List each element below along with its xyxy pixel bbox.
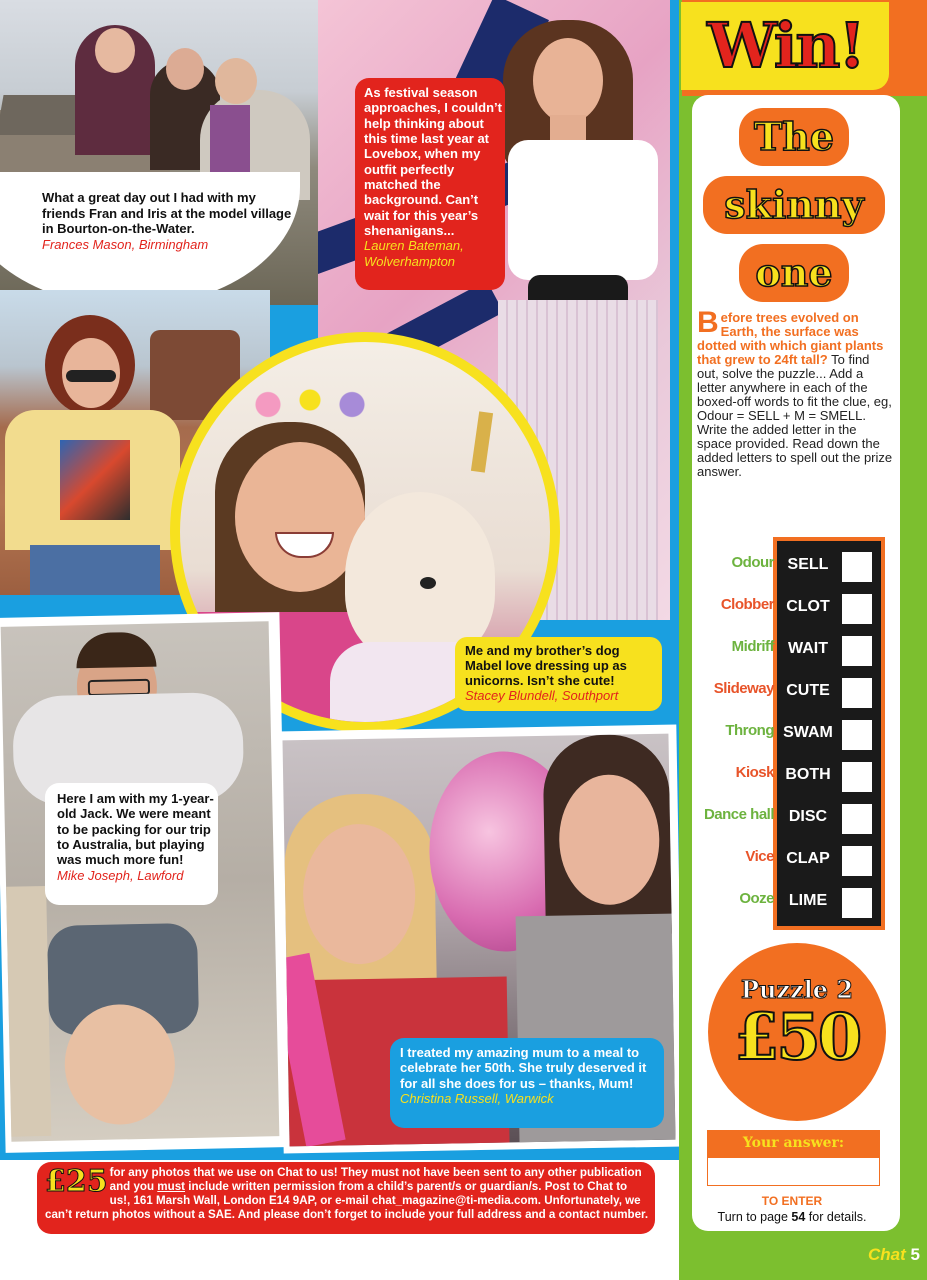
win-heading: Win! [707, 9, 864, 82]
clue-word: DISC [788, 808, 828, 825]
girl-face [533, 38, 603, 123]
intro-drop-cap: B [697, 306, 719, 339]
sofa [6, 886, 51, 1137]
headband-flowers [240, 382, 380, 427]
letter-answer-box[interactable] [842, 678, 872, 708]
letter-answer-box[interactable] [842, 636, 872, 666]
caption-frances [42, 190, 297, 252]
caption-christina-text: I treated my amazing mum to a meal to celebrate her 50th. She truly deserved it for all she does for us – thanks, Mum! [400, 1045, 647, 1091]
clue-label: Throng [725, 722, 774, 739]
clue-row [692, 756, 892, 794]
dog-nose [420, 577, 436, 589]
clue-word: LIME [788, 892, 828, 909]
intro-bold: efore trees evolved on Earth, the surface was dotted with which giant plants that grew to 24ft tall? [697, 310, 884, 368]
footer-price: £25 [45, 1164, 108, 1199]
footer-text [45, 1166, 650, 1222]
clue-label: Clobber [720, 596, 774, 613]
page-footer [820, 1245, 920, 1265]
clue-label: Slideway [713, 680, 774, 697]
person-3-head [215, 58, 257, 104]
letter-answer-box[interactable] [842, 762, 872, 792]
caption-stacey-text: Me and my brother’s dog Mabel love dressing up as unicorns. Isn’t she cute! [465, 643, 627, 689]
intro-rest: To find out, solve the puzzle... Add a letter anywhere in each of the boxed-off words to fit the clue, eg, Odour = SELL + M = SMELL. Write the added letter in the space provided. Read down the added letters to spell out the prize answer. [697, 352, 893, 480]
clue-row [692, 672, 892, 710]
clue-row [692, 798, 892, 836]
clue-row [692, 588, 892, 626]
footer-text-before: for any photos that we use on Chat to us! They must not have been sent to any other publication and you [109, 1166, 642, 1193]
caption-stacey-name: Stacey Blundell, Southport [465, 688, 619, 704]
clue-label: Kiosk [735, 764, 774, 781]
clue-word: WAIT [788, 640, 828, 657]
letter-answer-box[interactable] [842, 552, 872, 582]
clue-label: Vice [745, 848, 774, 865]
letter-answer-box[interactable] [842, 594, 872, 624]
puzzle-intro [697, 306, 893, 480]
to-enter: TO ENTER [761, 1194, 823, 1208]
caption-mike [57, 791, 217, 883]
clue-row [692, 714, 892, 752]
title-one: one [739, 244, 849, 302]
answer-label: Your answer: [707, 1130, 880, 1157]
turn-to-page-number: 54 [791, 1210, 806, 1224]
clue-row [692, 882, 892, 920]
shirt-print [60, 440, 130, 520]
turn-to-before: Turn to page [717, 1210, 792, 1224]
person-1-head [95, 28, 135, 73]
clue-row [692, 840, 892, 878]
prize-amount: £50 [734, 1000, 860, 1075]
caption-stacey [465, 643, 657, 703]
prize-label: Puzzle 2 [740, 975, 854, 1004]
title-the: The [739, 108, 849, 166]
page-number: 5 [910, 1245, 920, 1264]
caption-lauren-text: As festival season approaches, I couldn’t help thinking about this time last year at Lovebox, when my outfit perfectly matched the background. Can’t wait for this year’s shenanigans... [364, 85, 502, 238]
caption-frances-text: What a great day out I had with my friends Fran and Iris at the model village in Bourton-on-the-Water. [42, 190, 292, 237]
clue-row [692, 546, 892, 584]
clue-label: Midriff [731, 638, 774, 655]
letter-answer-box[interactable] [842, 720, 872, 750]
person-2-head [166, 48, 204, 90]
caption-christina-name: Christina Russell, Warwick [400, 1090, 554, 1106]
clue-word: CLOT [786, 598, 830, 615]
clue-label: Dance hall [703, 806, 774, 823]
letter-answer-box[interactable] [842, 804, 872, 834]
clue-label: Odour [731, 554, 774, 571]
clue-word: CUTE [786, 682, 830, 699]
clue-word: SWAM [783, 724, 833, 741]
caption-lauren-name: Lauren Bateman, Wolverhampton [364, 238, 464, 269]
clue-word: BOTH [785, 766, 831, 783]
letter-answer-box[interactable] [842, 846, 872, 876]
answer-input[interactable] [707, 1157, 880, 1186]
girl-top [508, 140, 658, 280]
caption-frances-name: Frances Mason, Birmingham [42, 236, 209, 252]
turn-to-after: for details. [805, 1210, 867, 1224]
turn-to-page [692, 1210, 892, 1224]
caption-christina [400, 1045, 658, 1106]
caption-mike-text: Here I am with my 1-year-old Jack. We were meant to be packing for our trip to Australia, but playing was much more fun! [57, 791, 214, 868]
title-skinny: skinny [703, 176, 885, 234]
caption-lauren [364, 85, 502, 269]
clue-word: CLAP [786, 850, 830, 867]
scarf [210, 105, 250, 175]
footer-must: must [157, 1179, 185, 1193]
letter-answer-box[interactable] [842, 888, 872, 918]
unicorn-horn [471, 411, 493, 472]
footer-text-after: include written permission from a child’s parent/s or guardian/s. Post to Chat to us!, 161 Marsh Wall, London E14 9AP, or e-mail chat_magazine@ti-media.com. Unfortunately, we can’t return photos without a SAE. And please don’t forget to include your full address and a contact number. [45, 1179, 649, 1221]
clue-word: SELL [787, 556, 829, 573]
sunglasses [66, 370, 116, 382]
woman-jeans [30, 545, 160, 595]
brand-name: Chat [868, 1245, 906, 1264]
man-hair [76, 632, 157, 669]
caption-mike-name: Mike Joseph, Lawford [57, 867, 184, 883]
clue-row [692, 630, 892, 668]
clue-label: Ooze [739, 890, 774, 907]
